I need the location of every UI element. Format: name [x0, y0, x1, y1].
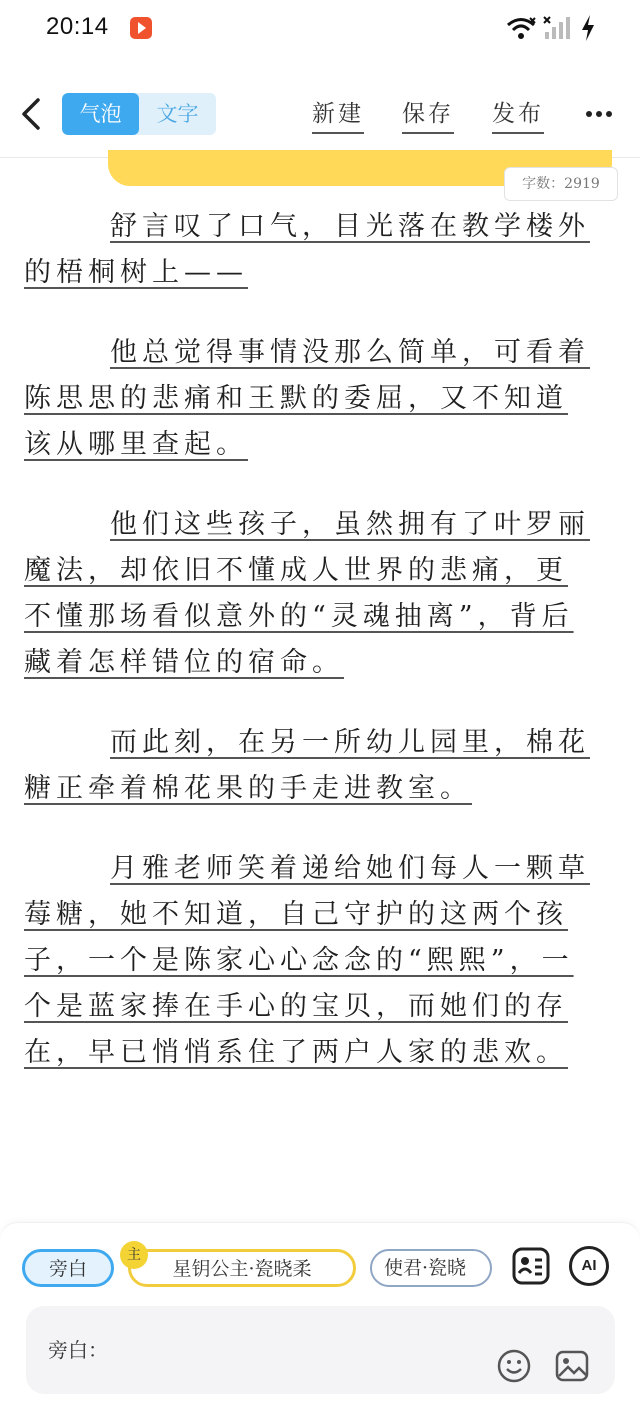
video-app-notification-icon	[130, 17, 152, 39]
story-paragraph: 他总觉得事情没那么简单，可看着陈思思的悲痛和王默的委屈，又不知道该从哪里查起。	[24, 337, 590, 460]
story-paragraph: 月雅老师笑着递给她们每人一颗草莓糖，她不知道，自己守护的这两个孩子，一个是陈家心心念念的“熙熙”，一个是蓝家捧在手心的宝贝，而她们的存在，早已悄悄系住了两户人家的悲欢。	[24, 853, 590, 1068]
main-role-badge: 主	[120, 1241, 148, 1269]
image-icon[interactable]	[554, 1348, 590, 1384]
dialogue-input[interactable]	[26, 1306, 615, 1394]
story-text[interactable]	[24, 204, 596, 1110]
signal-icon	[543, 16, 571, 40]
publish-button[interactable]: 发布	[492, 94, 544, 134]
text-mode-tab[interactable]: 文字	[156, 102, 199, 126]
status-time: 20:14	[46, 13, 109, 40]
emoji-icon[interactable]	[496, 1348, 532, 1384]
story-paragraph: 他们这些孩子，虽然拥有了叶罗丽魔法，却依旧不懂成人世界的悲痛，更不懂那场看似意外的“灵魂抽离”，背后藏着怎样错位的宿命。	[24, 509, 590, 678]
story-paragraph: 舒言叹了口气，目光落在教学楼外的梧桐树上——	[24, 211, 590, 288]
display-mode-toggle	[62, 93, 216, 135]
role-chip-princess[interactable]	[128, 1249, 356, 1287]
wifi-icon	[506, 16, 536, 40]
role-chip-envoy[interactable]	[370, 1249, 492, 1287]
character-list-icon[interactable]	[511, 1246, 551, 1286]
story-paragraph: 而此刻，在另一所幼儿园里，棉花糖正牵着棉花果的手走进教室。	[24, 727, 590, 804]
editor-toolbar	[0, 80, 640, 150]
status-bar	[0, 0, 640, 56]
word-count-badge: 字数：2919	[504, 167, 618, 201]
input-role-prefix: 旁白：	[48, 1338, 108, 1362]
save-button[interactable]: 保存	[402, 94, 454, 134]
bubble-mode-tab[interactable]: 气泡	[62, 93, 139, 135]
role-chip-narrator[interactable]: 旁白	[22, 1249, 114, 1287]
role-chip-label: 星钥公主·瓷晓柔	[172, 1258, 312, 1280]
charging-icon	[580, 14, 596, 42]
ai-assistant-button[interactable]: AI	[569, 1246, 609, 1286]
role-chip-label: 使君·瓷晓	[384, 1257, 467, 1279]
new-button[interactable]: 新建	[312, 94, 364, 134]
more-options-icon[interactable]	[584, 104, 614, 124]
back-arrow-icon[interactable]	[14, 94, 50, 134]
